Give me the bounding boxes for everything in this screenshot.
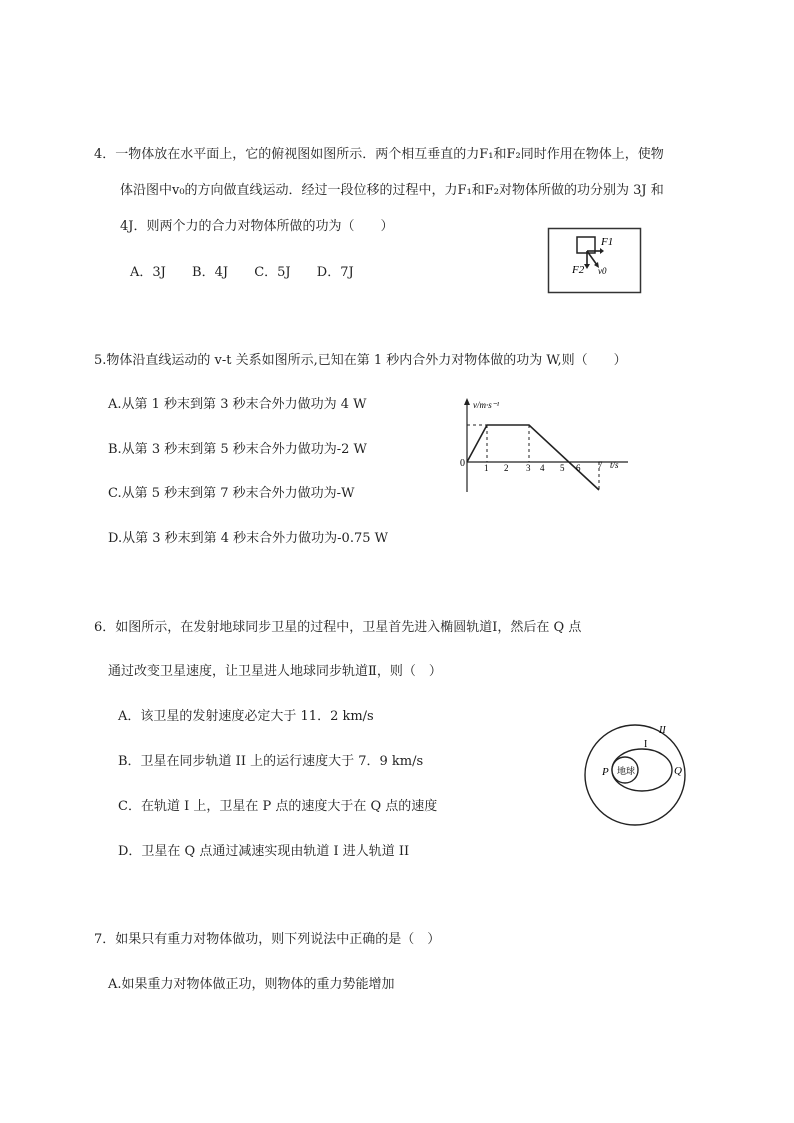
q5-x-label: t/s (610, 460, 619, 470)
q6-orbit-figure (580, 720, 690, 830)
q5-option-b: B.从第 3 秒末到第 5 秒末合外力做功为-2 W (108, 442, 367, 457)
q5-tick-5: 5 (560, 463, 565, 473)
q6-label-i: I (644, 739, 648, 750)
q6-option-c: C．在轨道 I 上，卫星在 P 点的速度大于在 Q 点的速度 (118, 799, 438, 814)
q6-option-d: D．卫星在 Q 点通过减速实现由轨道 I 进人轨道 II (118, 844, 410, 859)
q6-line-1: 6．如图所示，在发射地球同步卫星的过程中，卫星首先进入椭圆轨道Ⅰ，然后在 Q 点 (94, 620, 582, 635)
q5-tick-1: 1 (484, 463, 489, 473)
q5-tick-3: 3 (526, 463, 531, 473)
q5-tick-7: 7 (598, 460, 603, 470)
q7-option-a: A.如果重力对物体做正功，则物体的重力势能增加 (108, 977, 395, 992)
q5-y-axis-arrow (464, 398, 470, 405)
q5-option-c: C.从第 5 秒末到第 7 秒末合外力做功为-W (108, 486, 355, 501)
q4-f2-label: F2 (572, 264, 585, 276)
q5-origin-label: 0 (460, 458, 465, 469)
q6-earth-label: 地球 (617, 766, 636, 776)
q7-stem: 7．如果只有重力对物体做功，则下列说法中正确的是（ ） (94, 932, 441, 947)
q6-label-q: Q (674, 765, 682, 777)
q6-option-a: A．该卫星的发射速度必定大于 11．2 km/s (118, 709, 374, 724)
q4-line-1: 4．一物体放在水平面上，它的俯视图如图所示．两个相互垂直的力F₁和F₂同时作用在物体上，使物 (94, 147, 664, 162)
q6-option-b: B．卫星在同步轨道 II 上的运行速度大于 7．9 km/s (118, 754, 424, 769)
q4-f2-arrowhead (584, 264, 590, 269)
q4-options (130, 264, 376, 282)
q5-stem: 5.物体沿直线运动的 v-t 关系如图所示,已知在第 1 秒内合外力对物体做的功为 W,则（ ） (94, 353, 627, 368)
q4-f1-arrowhead (600, 248, 604, 254)
q4-option-a: A．3J (130, 265, 166, 280)
q5-vt-graph (456, 396, 636, 496)
q5-y-label: v/m·s⁻¹ (473, 400, 500, 410)
q5-tick-4: 4 (540, 463, 545, 473)
q4-line-3: 4J．则两个力的合力对物体所做的功为（ ） (120, 219, 394, 234)
q6-label-p: P (602, 766, 609, 778)
q4-force-figure (547, 227, 643, 295)
q4-v0-label: v0 (598, 266, 607, 276)
q6-label-ii: II (659, 725, 666, 736)
q4-option-b: B．4J (192, 265, 229, 280)
q5-option-d: D.从第 3 秒末到第 4 秒末合外力做功为-0.75 W (108, 531, 388, 546)
q5-tick-6: 6 (576, 463, 581, 473)
q4-line-2: 体沿图中v₀的方向做直线运动．经过一段位移的过程中，力F₁和F₂对物体所做的功分别为 3J 和 (120, 183, 664, 198)
q5-option-a: A.从第 1 秒末到第 3 秒末合外力做功为 4 W (108, 397, 367, 412)
q4-f1-label: F1 (601, 236, 614, 248)
q4-option-d: D．7J (316, 265, 354, 280)
q4-option-c: C．5J (254, 265, 291, 280)
q5-tick-2: 2 (504, 463, 509, 473)
q6-line-2: 通过改变卫星速度，让卫星进人地球同步轨道Ⅱ，则（ ） (108, 664, 442, 679)
